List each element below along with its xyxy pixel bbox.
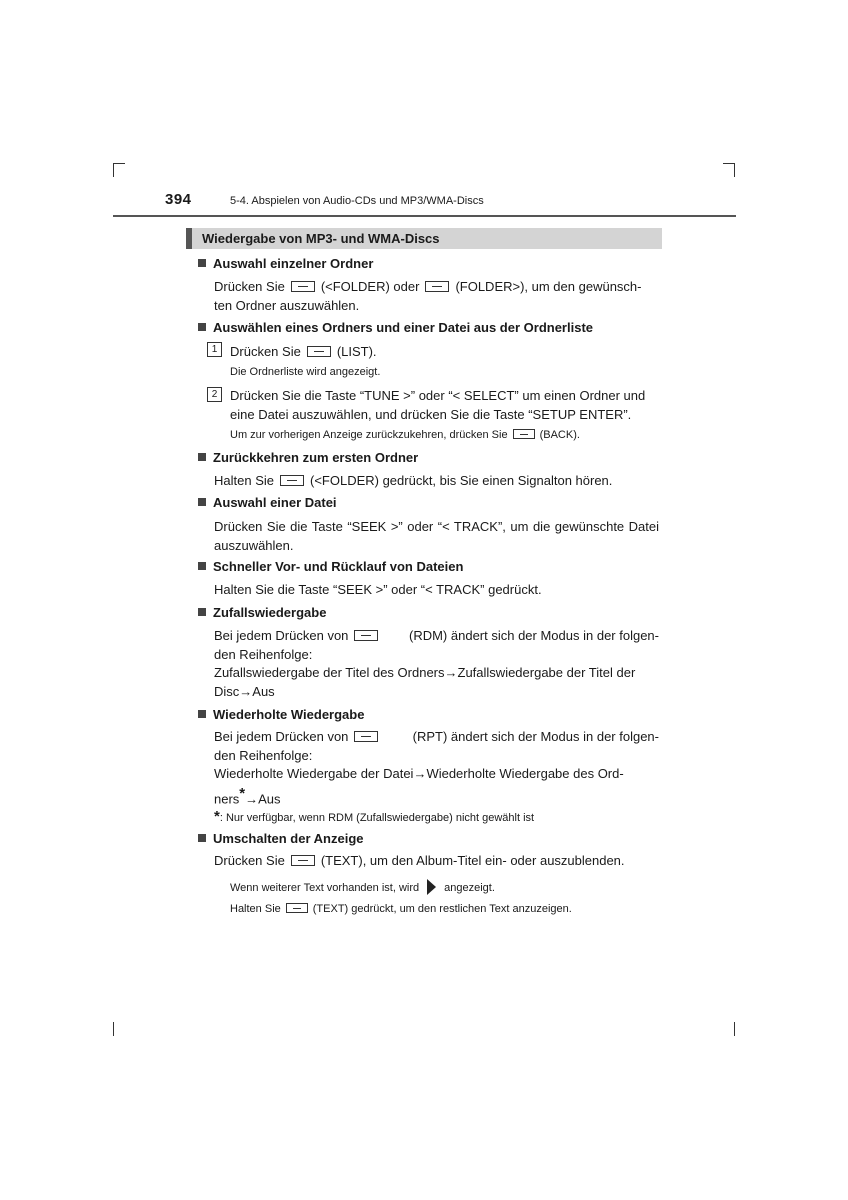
crop-mark-bottom-right	[734, 1022, 735, 1036]
paragraph: Drücken Sie die Taste “SEEK >” oder “< TRACK”, um die gewünschte Datei auszuwählen.	[214, 519, 659, 553]
folder-prev-button-icon	[291, 281, 315, 292]
arrow-icon: →	[239, 684, 253, 699]
text-button-icon	[291, 855, 315, 866]
paragraph-line: Disc→Aus	[214, 684, 275, 699]
step-1-text: Drücken Sie (LIST).	[230, 344, 377, 359]
arrow-icon: →	[444, 665, 458, 680]
arrow-icon: →	[245, 791, 259, 807]
folder-prev-button-icon	[280, 475, 304, 486]
paragraph-line: Drücken Sie (<FOLDER) oder (FOLDER>), um den gewünsch-	[214, 279, 642, 294]
bullet-square-icon	[198, 323, 206, 331]
bullet-square-icon	[198, 562, 206, 570]
bullet-square-icon	[198, 498, 206, 506]
rpt-button-icon	[354, 731, 378, 742]
bullet-square-icon	[198, 608, 206, 616]
asterisk-mark: *	[214, 808, 220, 825]
back-button-icon	[513, 429, 535, 439]
bullet-square-icon	[198, 834, 206, 842]
paragraph-line: Zufallswiedergabe der Titel des Ordners→Zufallswiedergabe der Titel der	[214, 665, 636, 680]
heading-anzeige: Umschalten der Anzeige	[198, 831, 364, 846]
folder-next-button-icon	[425, 281, 449, 292]
footnote: *: Nur verfügbar, wenn RDM (Zufallswiedergabe) nicht gewählt ist	[214, 808, 535, 825]
heading-erster-ordner: Zurückkehren zum ersten Ordner	[198, 450, 418, 465]
crop-mark-top-left-h	[113, 163, 125, 164]
heading-zufallswiedergabe: Zufallswiedergabe	[198, 605, 326, 620]
crop-mark-bottom-left	[113, 1022, 114, 1036]
paragraph-line: Bei jedem Drücken von (RPT) ändert sich der Modus in der folgen-	[214, 729, 659, 744]
chapter-title: 5-4. Abspielen von Audio-CDs und MP3/WMA-Discs	[230, 195, 484, 207]
section-header	[186, 228, 662, 249]
heading-vor-ruecklauf: Schneller Vor- und Rücklauf von Dateien	[198, 559, 463, 574]
paragraph-line: Wiederholte Wiedergabe der Datei→Wiederholte Wiedergabe des Ord-	[214, 766, 624, 781]
section-title: Wiedergabe von MP3- und WMA-Discs	[202, 231, 440, 246]
paragraph-line: Drücken Sie (TEXT), um den Album-Titel ein- oder auszublenden.	[214, 853, 625, 868]
paragraph-line: Halten Sie die Taste “SEEK >” oder “< TRACK” gedrückt.	[214, 582, 542, 597]
page-number: 394	[165, 191, 192, 208]
note-line: Halten Sie (TEXT) gedrückt, um den restlichen Text anzuzeigen.	[230, 903, 572, 915]
paragraph-line: Bei jedem Drücken von (RDM) ändert sich der Modus in der folgen-	[214, 628, 659, 643]
heading-wiederholte-wiedergabe: Wiederholte Wiedergabe	[198, 707, 364, 722]
step-number-1: 1	[207, 342, 222, 357]
asterisk-mark: *	[239, 785, 246, 802]
crop-mark-top-left-v	[113, 163, 114, 177]
rdm-button-icon	[354, 630, 378, 641]
paragraph-line: den Reihenfolge:	[214, 748, 313, 763]
more-text-triangle-icon	[427, 879, 436, 895]
bullet-square-icon	[198, 259, 206, 267]
heading-auswahl-datei: Auswahl einer Datei	[198, 495, 337, 510]
paragraph-line: ners*→Aus	[214, 785, 281, 807]
paragraph-line: Halten Sie (<FOLDER) gedrückt, bis Sie einen Signalton hören.	[214, 473, 613, 488]
note-line: Wenn weiterer Text vorhanden ist, wird angezeigt.	[230, 879, 495, 895]
step-1-note: Die Ordnerliste wird angezeigt.	[230, 366, 381, 378]
step-2-note: Um zur vorherigen Anzeige zurückzukehren, drücken Sie (BACK).	[230, 429, 580, 441]
bullet-square-icon	[198, 453, 206, 461]
heading-auswahl-ordner: Auswahl einzelner Ordner	[198, 256, 373, 271]
step-2-text: Drücken Sie die Taste “TUNE >” oder “< SELECT” um einen Ordner und eine Datei auszuwählen, und drücken Sie die Taste “SETUP ENTER”.	[230, 388, 646, 422]
paragraph-line: den Reihenfolge:	[214, 647, 313, 662]
heading-ordnerliste: Auswählen eines Ordners und einer Datei aus der Ordnerliste	[198, 320, 593, 335]
bullet-square-icon	[198, 710, 206, 718]
crop-mark-top-right-v	[734, 163, 735, 177]
arrow-icon: →	[413, 766, 427, 781]
paragraph-line: ten Ordner auszuwählen.	[214, 298, 360, 313]
step-number-2: 2	[207, 387, 222, 402]
text-button-icon	[286, 903, 308, 913]
header-rule	[113, 215, 736, 217]
list-button-icon	[307, 346, 331, 357]
